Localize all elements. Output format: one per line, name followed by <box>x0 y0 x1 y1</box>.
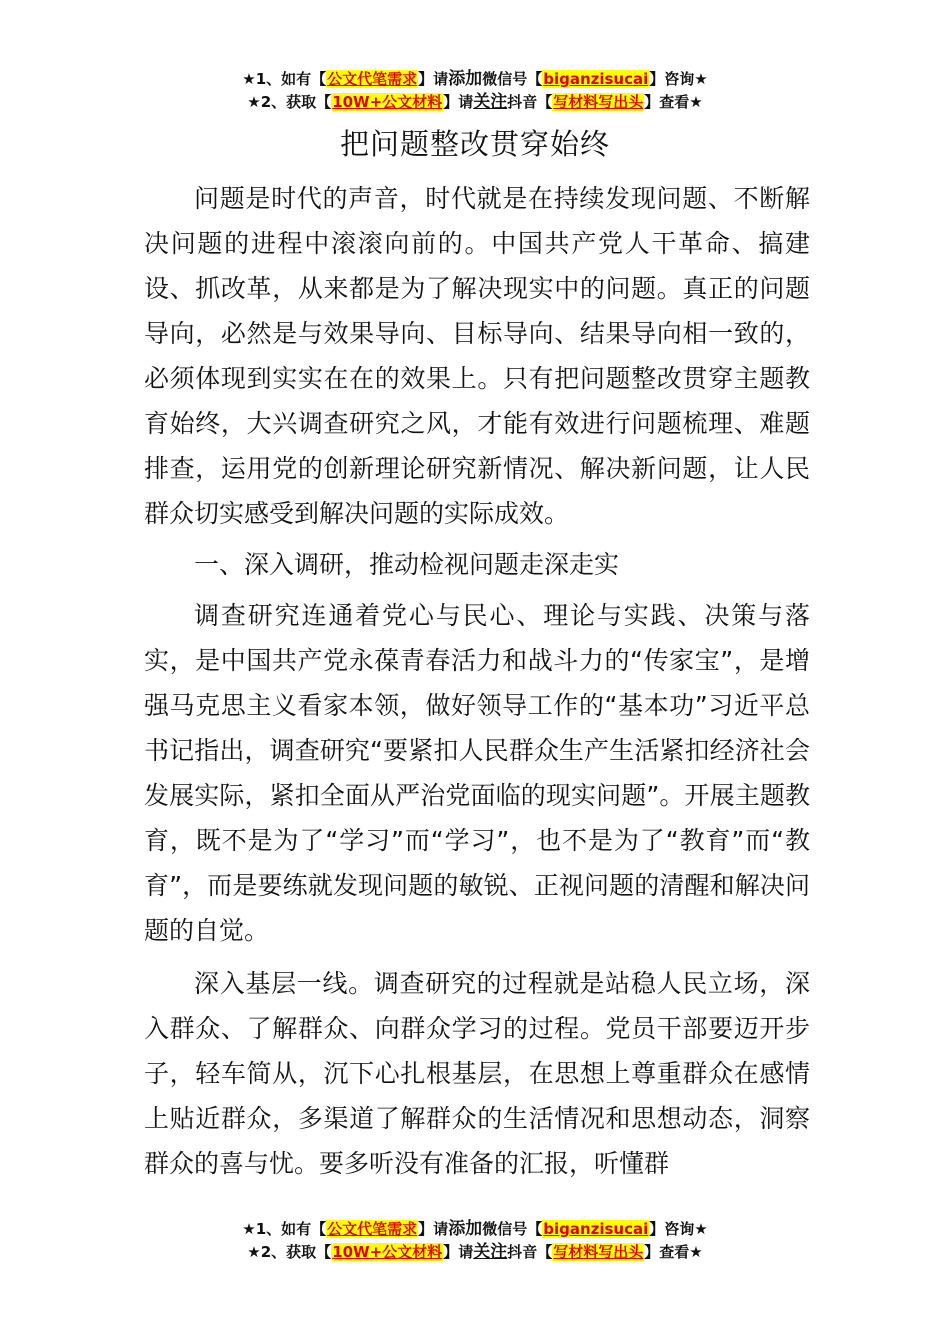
notice-text: 】请 <box>418 1220 449 1238</box>
notice-emphasis: 添加 <box>448 69 483 89</box>
notice-highlight: 写材料写出头 <box>553 93 644 111</box>
notice-highlight: 10W+公文材料 <box>332 1243 443 1261</box>
footer-notice <box>0 1218 950 1264</box>
notice-text: ★1、如有【 <box>242 70 327 88</box>
paragraph: 深入基层一线。调查研究的过程就是站稳人民立场，深入群众、了解群众、向群众学习的过程。党员干部要迈开步子，轻车简从，沉下心扎根基层，在思想上尊重群众在感情上贴近群众，多渠道了解群众的生活情况和思想动态，洞察群众的喜与忧。要多听没有准备的汇报，听懂群 <box>144 969 810 1178</box>
notice-text: ★2、获取【 <box>247 1243 332 1261</box>
notice-text: 微信号【 <box>482 1220 543 1238</box>
notice-emphasis: 添加 <box>448 1219 483 1239</box>
notice-text: 】请 <box>443 1243 474 1261</box>
notice-text: 】咨询★ <box>649 70 708 88</box>
notice-text: 抖音【 <box>507 93 553 111</box>
notice-text: 】请 <box>418 70 449 88</box>
notice-text: 微信号【 <box>482 70 543 88</box>
document-title: 把问题整改贯穿始终 <box>339 127 610 161</box>
notice-text: 】查看★ <box>644 1243 703 1261</box>
section-heading: 一、深入调研，推动检视问题走深走实 <box>194 550 620 579</box>
notice-highlight: 写材料写出头 <box>553 1243 644 1261</box>
notice-text: 】请 <box>443 93 474 111</box>
notice-highlight: biganzisucai <box>543 70 649 88</box>
notice-highlight: 10W+公文材料 <box>332 93 443 111</box>
notice-emphasis: 关注 <box>473 92 508 112</box>
notice-line-1 <box>0 1218 950 1241</box>
header-notice <box>0 68 950 114</box>
notice-text: ★1、如有【 <box>242 1220 327 1238</box>
notice-highlight: 公文代笔需求 <box>327 1220 418 1238</box>
paragraph: 问题是时代的声音，时代就是在持续发现问题、不断解决问题的进程中滚滚向前的。中国共产党人干革命、搞建设、抓改革，从来都是为了解决现实中的问题。真正的问题导向，必然是与效果导向、目标导向、结果导向相一致的，必须体现到实实在在的效果上。只有把问题整改贯穿主题教育始终，大兴调查研究之风，才能有效进行问题梳理、难题排查，运用党的创新理论研究新情况、解决新问题，让人民群众切实感受到解决问题的实际成效。 <box>144 184 810 528</box>
notice-highlight: 公文代笔需求 <box>327 70 418 88</box>
notice-emphasis: 关注 <box>473 1242 508 1262</box>
notice-text: 抖音【 <box>507 1243 553 1261</box>
notice-line-1 <box>0 68 950 91</box>
notice-line-2 <box>0 91 950 114</box>
notice-text: 】查看★ <box>644 93 703 111</box>
paragraph: 调查研究连通着党心与民心、理论与实践、决策与落实，是中国共产党永葆青春活力和战斗力的“传家宝”，是增强马克思主义看家本领，做好领导工作的“基本功”习近平总书记指出，调查研究“要紧扣人民群众生产生活紧扣经济社会发展实际，紧扣全面从严治党面临的现实问题”。开展主题教育，既不是为了“学习”而“学习”，也不是为了“教育”而“教育”，而是要练就发现问题的敏锐、正视问题的清醒和解决问题的自觉。 <box>144 601 810 945</box>
notice-text: 】咨询★ <box>649 1220 708 1238</box>
notice-line-2 <box>0 1241 950 1264</box>
document-body <box>144 176 810 1186</box>
notice-highlight: biganzisucai <box>543 1220 649 1238</box>
notice-text: ★2、获取【 <box>247 93 332 111</box>
